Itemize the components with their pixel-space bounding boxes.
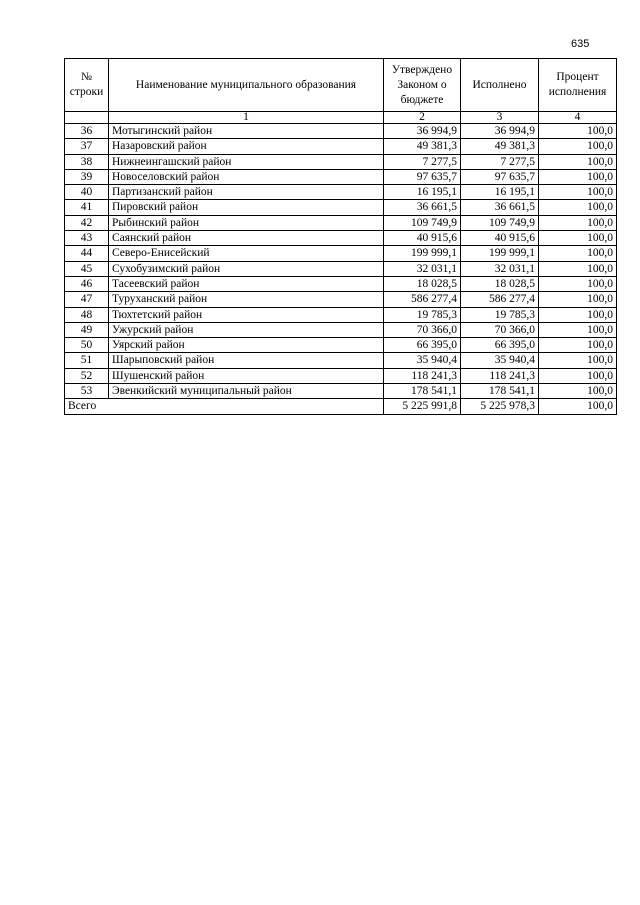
municipality-name-cell: Тасеевский район [109, 276, 384, 291]
approved-amount-cell: 199 999,1 [384, 246, 461, 261]
table-row [65, 124, 617, 139]
row-number-cell: 49 [65, 322, 109, 337]
table-row [65, 338, 617, 353]
municipality-name-cell: Партизанский район [109, 185, 384, 200]
table-row [65, 322, 617, 337]
executed-amount-cell: 66 395,0 [461, 338, 539, 353]
row-number-cell: 36 [65, 124, 109, 139]
table-row [65, 384, 617, 399]
percent-cell: 100,0 [539, 185, 617, 200]
row-number-cell: 46 [65, 276, 109, 291]
total-executed: 5 225 978,3 [461, 399, 539, 414]
row-number-cell: 44 [65, 246, 109, 261]
percent-cell: 100,0 [539, 139, 617, 154]
row-number-cell: 50 [65, 338, 109, 353]
budget-execution-table [64, 58, 617, 415]
approved-amount-cell: 18 028,5 [384, 276, 461, 291]
header-executed: Исполнено [461, 59, 539, 112]
approved-amount-cell: 36 994,9 [384, 124, 461, 139]
table-body [65, 124, 617, 399]
approved-amount-cell: 109 749,9 [384, 215, 461, 230]
table-row [65, 307, 617, 322]
table-row [65, 185, 617, 200]
approved-amount-cell: 36 661,5 [384, 200, 461, 215]
row-number-cell: 38 [65, 154, 109, 169]
municipality-name-cell: Назаровский район [109, 139, 384, 154]
approved-amount-cell: 35 940,4 [384, 353, 461, 368]
executed-amount-cell: 586 277,4 [461, 292, 539, 307]
percent-cell: 100,0 [539, 154, 617, 169]
executed-amount-cell: 118 241,3 [461, 368, 539, 383]
row-number-cell: 43 [65, 231, 109, 246]
page-number: 635 [571, 38, 590, 50]
municipality-name-cell: Новоселовский район [109, 169, 384, 184]
executed-amount-cell: 16 195,1 [461, 185, 539, 200]
row-number-cell: 37 [65, 139, 109, 154]
percent-cell: 100,0 [539, 322, 617, 337]
table-row [65, 169, 617, 184]
header-row [65, 59, 617, 112]
row-number-cell: 47 [65, 292, 109, 307]
row-number-cell: 41 [65, 200, 109, 215]
municipality-name-cell: Северо-Енисейский [109, 246, 384, 261]
table-row [65, 200, 617, 215]
approved-amount-cell: 49 381,3 [384, 139, 461, 154]
column-index: 3 [461, 112, 539, 124]
approved-amount-cell: 7 277,5 [384, 154, 461, 169]
executed-amount-cell: 19 785,3 [461, 307, 539, 322]
approved-amount-cell: 586 277,4 [384, 292, 461, 307]
total-label: Всего [65, 399, 384, 414]
municipality-name-cell: Шарыповский район [109, 353, 384, 368]
percent-cell: 100,0 [539, 307, 617, 322]
executed-amount-cell: 32 031,1 [461, 261, 539, 276]
municipality-name-cell: Тюхтетский район [109, 307, 384, 322]
table-row [65, 139, 617, 154]
table-row [65, 353, 617, 368]
percent-cell: 100,0 [539, 338, 617, 353]
approved-amount-cell: 16 195,1 [384, 185, 461, 200]
municipality-name-cell: Мотыгинский район [109, 124, 384, 139]
column-index: 4 [539, 112, 617, 124]
approved-amount-cell: 97 635,7 [384, 169, 461, 184]
executed-amount-cell: 97 635,7 [461, 169, 539, 184]
municipality-name-cell: Ужурский район [109, 322, 384, 337]
executed-amount-cell: 18 028,5 [461, 276, 539, 291]
column-index: 2 [384, 112, 461, 124]
executed-amount-cell: 109 749,9 [461, 215, 539, 230]
executed-amount-cell: 70 366,0 [461, 322, 539, 337]
percent-cell: 100,0 [539, 246, 617, 261]
executed-amount-cell: 178 541,1 [461, 384, 539, 399]
column-index: 1 [109, 112, 384, 124]
approved-amount-cell: 19 785,3 [384, 307, 461, 322]
approved-amount-cell: 178 541,1 [384, 384, 461, 399]
total-approved: 5 225 991,8 [384, 399, 461, 414]
header-approved: Утверждено Законом о бюджете [384, 59, 461, 112]
column-index-row [65, 112, 617, 124]
table-row [65, 276, 617, 291]
municipality-name-cell: Сухобузимский район [109, 261, 384, 276]
municipality-name-cell: Рыбинский район [109, 215, 384, 230]
row-number-cell: 45 [65, 261, 109, 276]
percent-cell: 100,0 [539, 276, 617, 291]
percent-cell: 100,0 [539, 292, 617, 307]
header-municipality-name: Наименование муниципального образования [109, 59, 384, 112]
total-percent: 100,0 [539, 399, 617, 414]
municipality-name-cell: Эвенкийский муниципальный район [109, 384, 384, 399]
percent-cell: 100,0 [539, 215, 617, 230]
header-percent: Процент исполнения [539, 59, 617, 112]
approved-amount-cell: 118 241,3 [384, 368, 461, 383]
percent-cell: 100,0 [539, 353, 617, 368]
executed-amount-cell: 199 999,1 [461, 246, 539, 261]
table-row [65, 246, 617, 261]
executed-amount-cell: 7 277,5 [461, 154, 539, 169]
municipality-name-cell: Туруханский район [109, 292, 384, 307]
percent-cell: 100,0 [539, 368, 617, 383]
row-number-cell: 53 [65, 384, 109, 399]
header-row-number: № строки [65, 59, 109, 112]
municipality-name-cell: Нижнеингашский район [109, 154, 384, 169]
row-number-cell: 48 [65, 307, 109, 322]
percent-cell: 100,0 [539, 231, 617, 246]
municipality-name-cell: Саянский район [109, 231, 384, 246]
table-row [65, 215, 617, 230]
executed-amount-cell: 49 381,3 [461, 139, 539, 154]
approved-amount-cell: 40 915,6 [384, 231, 461, 246]
percent-cell: 100,0 [539, 384, 617, 399]
column-index [65, 112, 109, 124]
executed-amount-cell: 35 940,4 [461, 353, 539, 368]
municipality-name-cell: Шушенский район [109, 368, 384, 383]
table-row [65, 261, 617, 276]
approved-amount-cell: 70 366,0 [384, 322, 461, 337]
municipality-name-cell: Уярский район [109, 338, 384, 353]
total-row [65, 399, 617, 414]
table-row [65, 292, 617, 307]
percent-cell: 100,0 [539, 169, 617, 184]
row-number-cell: 39 [65, 169, 109, 184]
row-number-cell: 42 [65, 215, 109, 230]
approved-amount-cell: 66 395,0 [384, 338, 461, 353]
executed-amount-cell: 36 661,5 [461, 200, 539, 215]
row-number-cell: 52 [65, 368, 109, 383]
table-row [65, 154, 617, 169]
municipality-name-cell: Пировский район [109, 200, 384, 215]
table-row [65, 368, 617, 383]
percent-cell: 100,0 [539, 261, 617, 276]
percent-cell: 100,0 [539, 200, 617, 215]
percent-cell: 100,0 [539, 124, 617, 139]
table-row [65, 231, 617, 246]
row-number-cell: 40 [65, 185, 109, 200]
row-number-cell: 51 [65, 353, 109, 368]
approved-amount-cell: 32 031,1 [384, 261, 461, 276]
executed-amount-cell: 36 994,9 [461, 124, 539, 139]
executed-amount-cell: 40 915,6 [461, 231, 539, 246]
